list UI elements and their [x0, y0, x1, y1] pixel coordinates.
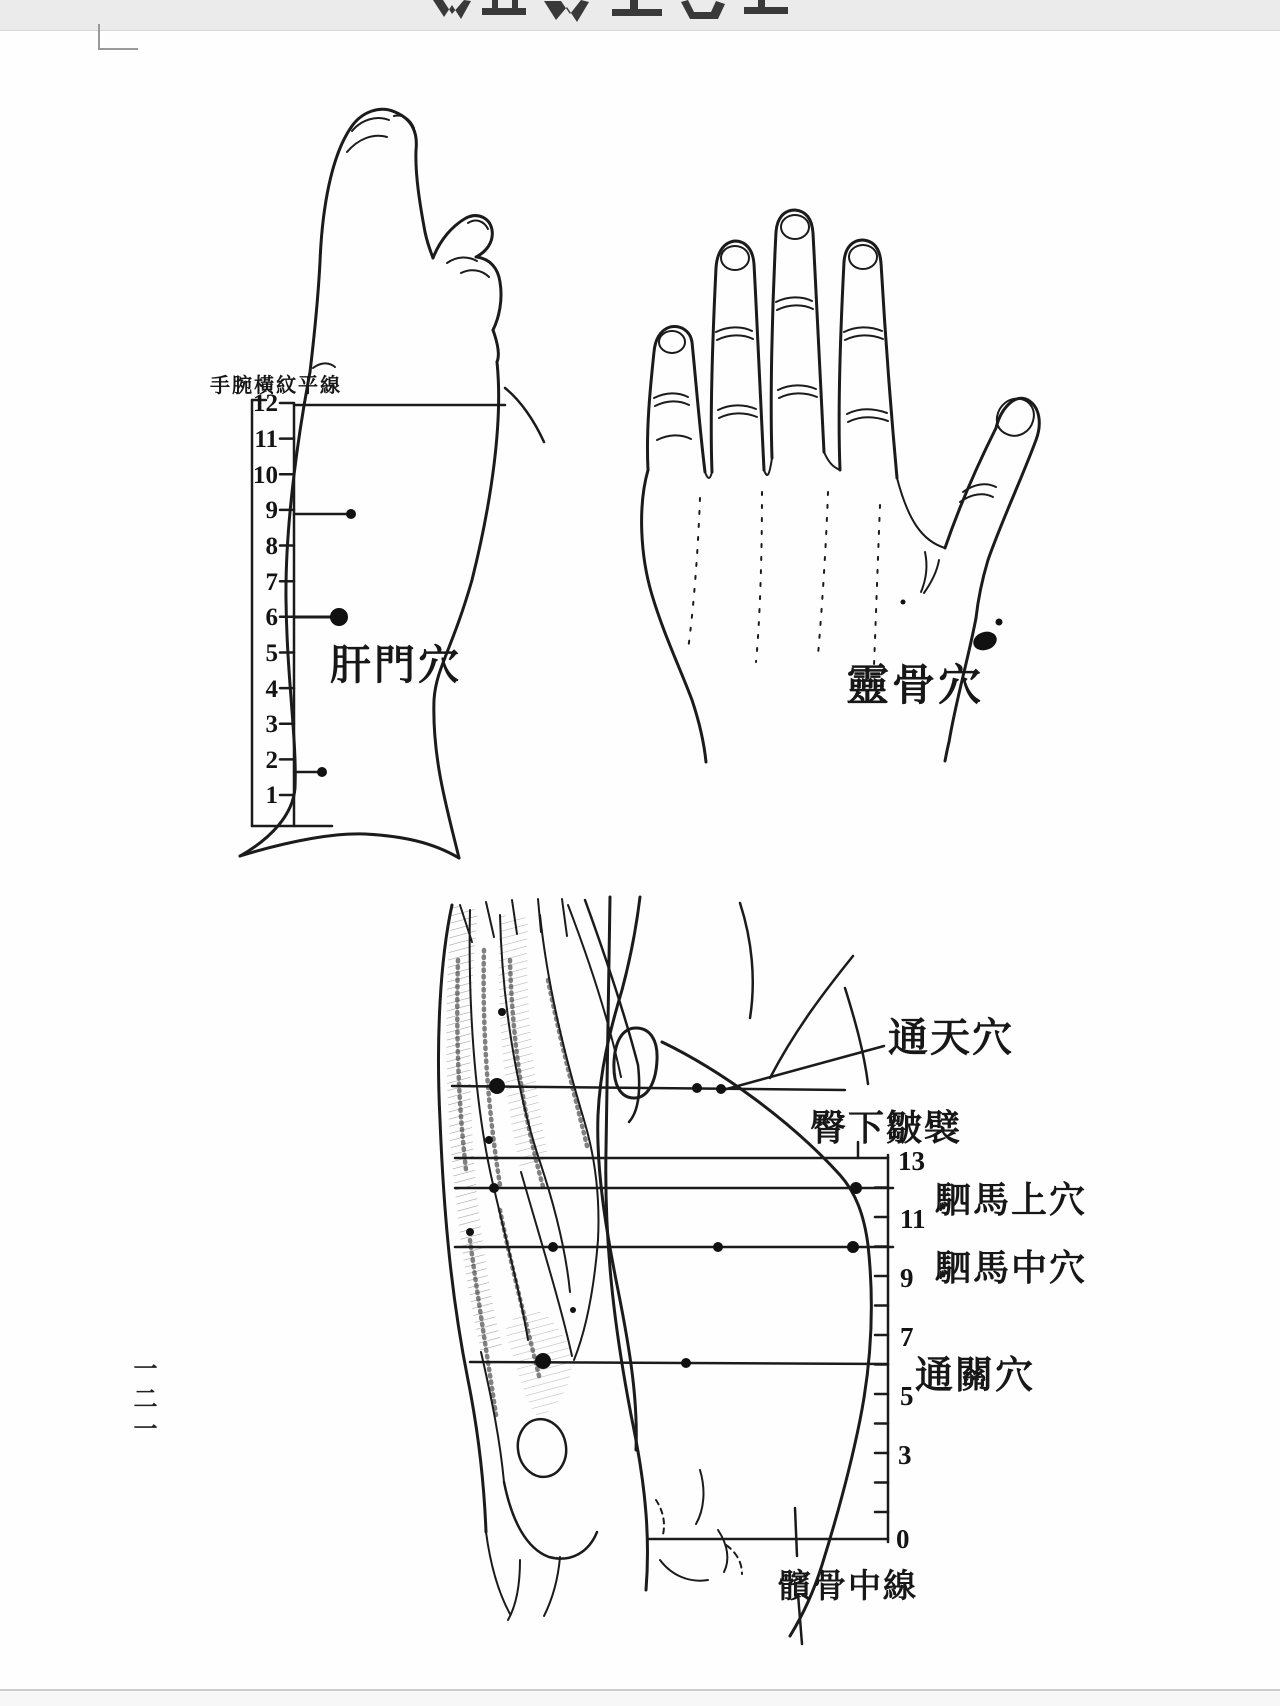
- ruler-number: 10: [253, 462, 278, 489]
- tongguan-point-label: 通關穴: [915, 1353, 1036, 1397]
- acupoint-dot: [713, 1242, 723, 1252]
- ruler-number: 11: [254, 426, 278, 453]
- acupoint-dot: [548, 1242, 558, 1252]
- tongtian-point-label: 通天穴: [888, 1015, 1014, 1061]
- sima-upper-point-label: 駟馬上穴: [935, 1180, 1088, 1221]
- ruler-number: 2: [265, 747, 278, 774]
- ruler-number: 9: [265, 497, 278, 524]
- scale-number: 3: [898, 1440, 912, 1470]
- ruler-number: 1: [265, 782, 278, 809]
- ruler-number: 6: [265, 604, 278, 631]
- scale-number: 13: [898, 1146, 925, 1176]
- gluteal-fold-label: 臀下皺襞: [810, 1108, 963, 1149]
- linggu-point-label: 靈骨穴: [846, 661, 984, 711]
- scale-number: 11: [900, 1204, 926, 1234]
- scale-number: 7: [900, 1322, 914, 1352]
- acupoint-dot: [489, 1078, 505, 1094]
- scale-number: 9: [900, 1263, 914, 1293]
- acupoint-dot: [692, 1083, 702, 1093]
- acupoint-dot-sima-upper: [850, 1182, 862, 1194]
- sima-middle-point-label: 駟馬中穴: [935, 1248, 1088, 1289]
- ruler-number: 8: [265, 533, 278, 560]
- ruler-number: 5: [265, 640, 278, 667]
- scale-number: 0: [896, 1524, 910, 1554]
- scan-bottom-strip: [0, 1691, 1280, 1706]
- forearm-scale-caption: 手腕橫紋平線: [210, 373, 342, 397]
- leg-outline-line-art: [606, 897, 871, 1636]
- page-number: 一二一: [129, 1356, 157, 1446]
- patella-midline-label: 髕骨中線: [778, 1566, 918, 1605]
- acupoint-dot: [535, 1353, 551, 1369]
- ruler-number: 12: [253, 390, 278, 417]
- acupoint-dot-sima-middle: [847, 1241, 859, 1253]
- ruler-number: 3: [265, 711, 278, 738]
- acupoint-dot-tongguan: [681, 1358, 691, 1368]
- scale-number: 5: [900, 1381, 914, 1411]
- ruler-number: 7: [265, 569, 278, 596]
- ruler-number: 4: [265, 676, 278, 703]
- acupoint-dot-tongtian: [716, 1084, 726, 1094]
- acupoint-dot: [489, 1183, 499, 1193]
- ganmen-point-label: 肝門穴: [330, 641, 462, 689]
